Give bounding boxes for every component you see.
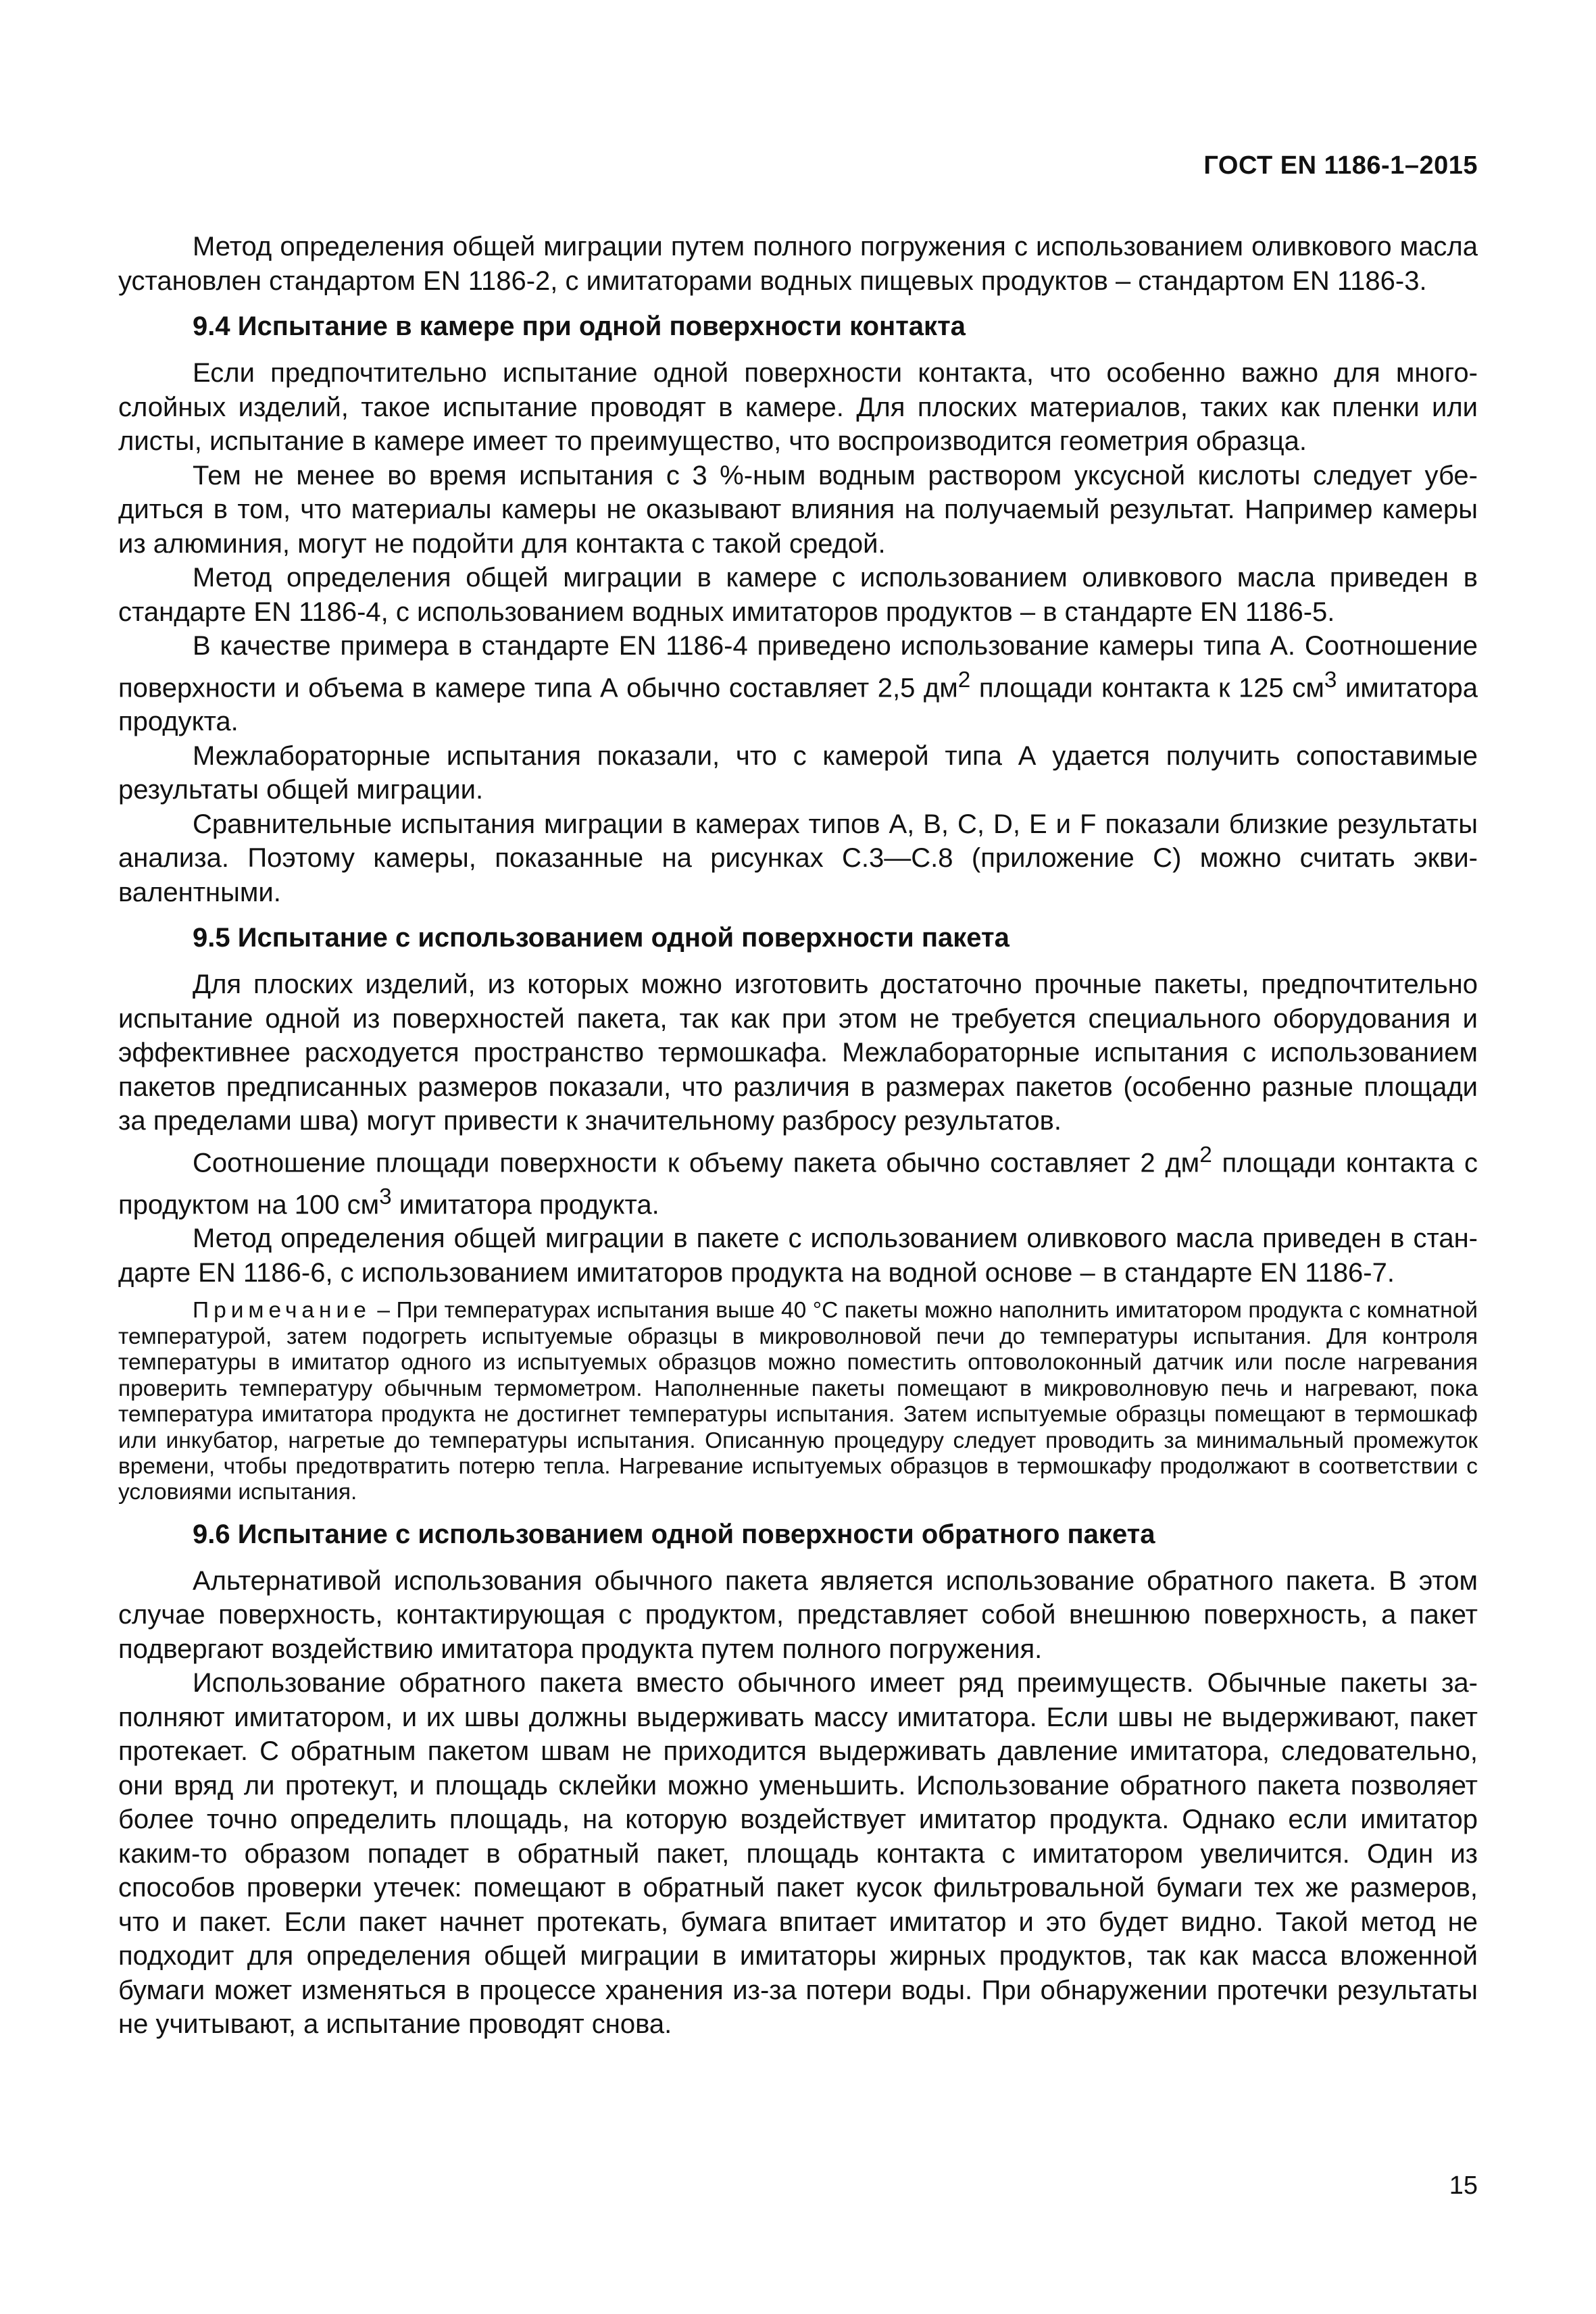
section-9-6-paragraph-1: Альтернативой использования обычного пакета является использование обратного пакета. В этом случае поверхность, контактирующая с продуктом, представляет собой внешнюю поверхность, а пакет подвергают воздействию имитатора продукта путем полного погружения. (118, 1565, 1478, 1664)
text-run: имитатора продукта. (391, 1189, 659, 1219)
section-9-4-paragraph-1: Если предпочтительно испытание одной поверхности контакта, что особенно важно для многослойных изделий, такое испытание проводят в камере. Для плоских материалов, таких как пленки или листы, испытание в камере имеет то преимущество, что воспроизводится геометрия образца. (118, 358, 1478, 456)
text-run: площади контакта к 125 см (970, 672, 1324, 703)
section-9-4-heading: 9.4 Испытание в камере при одной поверхности контакта (193, 311, 966, 341)
section-9-5-paragraph-1: Для плоских изделий, из которых можно изготовить достаточно прочные пакеты, предпочтительно испытание одной из поверхностей пакета, так как при этом не требуется специального оборудования и эффективнее расходуется пространство термошкафа. Межлабораторные испытания с использованием пакетов предписанных размеров показали, что различия в размерах пакетов (особенно разные площади за пределами шва) могут привести к значительному разбросу результатов. (118, 970, 1478, 1136)
section-9-5-paragraph-2 (118, 1138, 1478, 1222)
text-run: имитатора продукта. (118, 672, 1478, 737)
section-9-6-heading: 9.6 Испытание с использованием одной поверхности обратного пакета (193, 1519, 1155, 1549)
page-number: 15 (1449, 2171, 1478, 2200)
superscript: 3 (1324, 667, 1337, 693)
section-9-5-note (118, 1298, 1478, 1505)
text-run: Соотношение площади поверхности к объему пакета обычно составляет 2 дм (193, 1148, 1200, 1178)
superscript: 2 (1199, 1142, 1212, 1167)
section-9-4-paragraph-6: Сравнительные испытания миграции в камерах типов А, В, С, D, Е и F показали близкие результаты анализа. Поэтому камеры, показанные на рисунках С.3—С.8 (приложение С) можно считать эквивалентными. (118, 809, 1478, 907)
section-9-4-paragraph-3: Метод определения общей миграции в камере с использованием оливкового масла приведен в стандарте EN 1186-4, с использованием водных имитаторов продуктов – в стандарте EN 1186-5. (118, 563, 1478, 627)
note-text: – При температурах испытания выше 40 °С пакеты можно наполнить имитатором продукта с комнатной температурой, затем подогреть испытуемые образцы в микроволновой печи до температуры испытания. Для контроля температуры в имитатор одного из испытуемых образцов можно поместить оптоволоконный датчик или после нагревания проверить температуру обычным термометром. Наполненные пакеты помещают в микроволновую печь и нагревают, пока температура имитатора продукта не достигнет температуры испытания. Затем испытуемые образцы помещают в термошкаф или инкубатор, нагретые до температуры испытания. Описанную процедуру следует проводить за минимальный промежуток времени, чтобы предотвратить потерю тепла. Нагревание испытуемых образцов в термошкафу продолжают в соответствии с условиями испытания. (118, 1298, 1478, 1505)
document-body (118, 230, 1478, 2042)
section-9-6-paragraph-2: Использование обратного пакета вместо обычного имеет ряд преимуществ. Обычные пакеты заполняют имитатором, и их швы должны выдерживать массу имитатора. Если швы не выдерживают, пакет протекает. С обратным пакетом швам не приходится выдерживать давление имитатора, следовательно, они вряд ли протекут, и площадь склейки можно уменьшить. Использование обратного пакета позволяет более точно определить площадь, на которую воздействует имитатор продукта. Однако если имитатор каким-то образом попадет в обратный пакет, площадь контакта с имитатором увеличится. Один из способов проверки утечек: помещают в обратный пакет кусок фильтровальной бумаги тех же размеров, что и пакет. Если пакет начнет протекать, бумага впитает имитатор и это будет видно. Такой метод не подходит для определения общей миграции в имитаторы жирных продуктов, так как масса вложенной бумаги может изменяться в процессе хранения из-за потери воды. При обнаружении протечки результаты не учитывают, а испытание проводят снова. (118, 1668, 1478, 2040)
superscript: 2 (957, 667, 971, 693)
section-9-5-paragraph-3: Метод определения общей миграции в пакете с использованием оливкового масла приведен в стандарте EN 1186-6, с использованием имитаторов продукта на водной основе – в стандарте EN 1186-7. (118, 1224, 1478, 1288)
section-9-4-paragraph-5: Межлабораторные испытания показали, что с камерой типа А удается получить сопоставимые результаты общей миграции. (118, 740, 1478, 805)
standard-code-header: ГОСТ EN 1186-1–2015 (1203, 151, 1478, 180)
section-9-4-paragraph-2: Тем не менее во время испытания с 3 %-ным водным раствором уксусной кислоты следует убедиться в том, что материалы камеры не оказывают влияния на получаемый результат. Например камеры из алюминия, могут не подойти для контакта с такой средой. (118, 460, 1478, 559)
superscript: 3 (379, 1184, 392, 1209)
text-run: В качестве примера в стандарте EN 1186-4 приведено использование камеры типа А. Соотношение поверхности и объема в камере типа А обычно составляет 2,5 дм (118, 631, 1478, 703)
text-run: площади контакта с продуктом на 100 см (118, 1148, 1478, 1219)
note-label: Примечание (193, 1298, 371, 1324)
section-9-4-paragraph-4 (118, 629, 1478, 739)
intro-paragraph: Метод определения общей миграции путем полного погружения с использованием оливкового масла установлен стандартом EN 1186-2, с имитаторами водных пищевых продуктов – стандартом EN 1186-3. (118, 232, 1478, 296)
section-9-5-heading: 9.5 Испытание с использованием одной поверхности пакета (193, 923, 1009, 953)
